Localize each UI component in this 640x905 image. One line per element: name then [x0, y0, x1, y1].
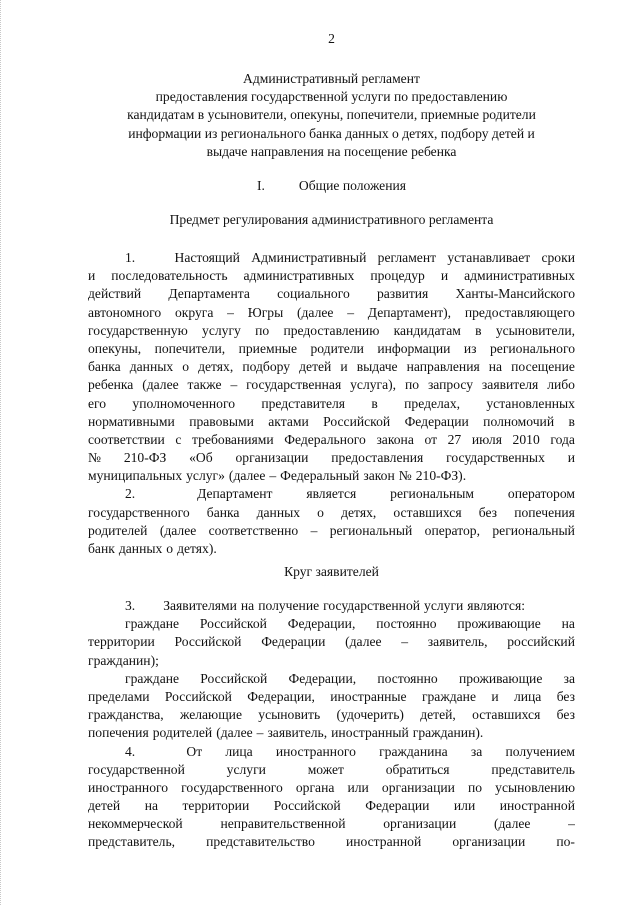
- word: постоянно: [377, 670, 438, 686]
- word: проживающие: [458, 670, 543, 686]
- word: или: [347, 779, 369, 795]
- word: ребенка: [88, 377, 134, 393]
- text-line: [88, 467, 575, 485]
- word: без: [478, 504, 498, 520]
- word: Департамента: [168, 286, 250, 302]
- word: запросу: [427, 377, 474, 393]
- text-line: [88, 743, 575, 761]
- body-text-block: [88, 597, 575, 852]
- word: предоставлению: [283, 322, 380, 338]
- word: социального: [277, 286, 350, 302]
- text-line: [88, 376, 575, 394]
- word: установленных: [486, 395, 575, 411]
- title-line: предоставления государственной услуги по предоставлению: [155, 89, 508, 105]
- word: родители: [310, 340, 364, 356]
- word: данных: [118, 541, 163, 556]
- word: (далее: [228, 468, 266, 484]
- word: (далее: [296, 304, 334, 320]
- word: предоставляющего: [464, 304, 575, 320]
- title-line: кандидатам в усыновители, опекуны, попечители, приемные родители: [127, 107, 536, 123]
- word: кандидатам: [393, 322, 461, 338]
- word: на: [488, 359, 503, 375]
- word: Российской: [323, 413, 391, 429]
- text-line: [88, 395, 575, 413]
- word: граждане: [125, 616, 180, 632]
- word: иностранной: [345, 834, 422, 850]
- word: оператор,: [424, 522, 480, 538]
- word: и: [88, 268, 96, 284]
- word: последовательность: [111, 268, 228, 284]
- word: организации: [381, 779, 455, 795]
- word: Федерации: [404, 413, 469, 429]
- word: из: [463, 340, 477, 356]
- word: Федерации,: [288, 670, 357, 686]
- word: либо: [547, 377, 575, 393]
- word: организации: [383, 816, 457, 832]
- section-number: I.: [256, 178, 265, 193]
- word: попечения: [88, 725, 149, 741]
- word: Департамент: [197, 486, 273, 502]
- word: территории: [182, 798, 250, 814]
- word: иностранные: [330, 688, 407, 704]
- text-line: [88, 706, 575, 724]
- word: –: [230, 377, 238, 393]
- word: правовыми: [189, 413, 254, 429]
- word: услуги: [226, 761, 266, 777]
- word: муниципальных: [88, 468, 183, 484]
- word: некоммерческой: [88, 816, 183, 832]
- word: получением: [505, 743, 575, 759]
- word: года: [550, 431, 575, 447]
- word: Федерации,: [287, 616, 356, 632]
- text-line: [88, 304, 575, 322]
- text-line: [88, 285, 575, 303]
- text-line: [88, 688, 575, 706]
- word: Югры: [247, 304, 284, 320]
- word: о: [317, 504, 324, 520]
- text-line: [88, 358, 575, 376]
- word: Российской: [199, 616, 267, 632]
- word: №: [88, 450, 101, 466]
- word: и: [440, 268, 449, 284]
- word: сроки: [541, 250, 575, 265]
- text-line: [88, 615, 575, 633]
- word: соответствии: [88, 431, 165, 447]
- word: –: [269, 468, 277, 484]
- word: государственная: [246, 377, 342, 393]
- word: подбору: [242, 359, 291, 375]
- word: 27: [447, 431, 462, 447]
- word: проживающие: [457, 616, 541, 632]
- word: по: [404, 377, 420, 393]
- text-line: [88, 340, 575, 358]
- word: услуг»: [186, 468, 225, 484]
- word: и: [567, 450, 575, 466]
- body-text-block: [88, 249, 575, 558]
- word: Федерального: [284, 431, 366, 447]
- word: заявителя: [481, 377, 539, 393]
- word: иностранного: [88, 779, 169, 795]
- word: усыновители,: [495, 322, 575, 338]
- document-title: [88, 70, 575, 161]
- title-line: Административный регламент: [243, 71, 420, 86]
- word: иностранного: [275, 743, 356, 759]
- text-line: [88, 670, 575, 688]
- word: «Об: [189, 450, 213, 466]
- word: по: [255, 322, 270, 338]
- word: организации: [235, 450, 309, 466]
- word: государственную: [88, 322, 188, 338]
- word: административных: [243, 268, 355, 284]
- word: банка: [88, 359, 121, 375]
- word: требованиями: [192, 431, 274, 447]
- word: по: [468, 779, 483, 795]
- word: детях,: [341, 504, 377, 520]
- title-line: информации из регионального банка данных о детях, подбору детей и: [128, 125, 535, 141]
- word: Федерации: [261, 634, 326, 650]
- word: 210-ФЗ: [123, 450, 167, 466]
- text-line: [88, 522, 575, 540]
- text-line: [88, 761, 575, 779]
- word: государственной: [323, 598, 421, 613]
- word: попечения: [514, 504, 575, 520]
- word: неправительственной: [220, 816, 346, 832]
- word: в: [371, 395, 378, 411]
- section-heading: [88, 177, 575, 195]
- text-line: [88, 797, 575, 815]
- word: регионального: [490, 340, 575, 356]
- word: устанавливает: [447, 250, 531, 265]
- text-line: [88, 413, 575, 431]
- word: о: [166, 541, 174, 556]
- word: 3.: [125, 598, 136, 613]
- word: получение: [258, 598, 320, 613]
- word: попечители,: [154, 340, 226, 356]
- word: является: [306, 486, 357, 502]
- text-line: [88, 597, 575, 615]
- text-line: [88, 815, 575, 833]
- word: округа: [174, 304, 214, 320]
- word: автономного: [88, 304, 162, 320]
- text-line: [88, 724, 575, 742]
- binding-margin: [0, 0, 7, 905]
- word: регламент: [377, 250, 437, 265]
- word: банка: [206, 504, 240, 520]
- word: лица: [513, 688, 542, 704]
- subsection-heading: Предмет регулирования административного регламента: [169, 212, 494, 227]
- word: иностранный: [331, 725, 409, 741]
- word: территории: [88, 634, 155, 650]
- text-line: [88, 652, 575, 670]
- word: закон: [363, 468, 395, 484]
- word: Настоящий: [174, 250, 240, 265]
- word: полномочий: [483, 413, 555, 429]
- word: в: [475, 322, 482, 338]
- word: представительство: [206, 834, 315, 850]
- word: может: [307, 761, 344, 777]
- word: услуга),: [350, 377, 397, 393]
- word: 2.: [125, 486, 136, 502]
- word: детей,: [420, 707, 456, 723]
- word: №: [398, 468, 412, 484]
- word: выдаче: [356, 359, 398, 375]
- word: детей: [299, 359, 332, 375]
- word: детях).: [177, 541, 217, 556]
- word: нормативными: [88, 413, 175, 429]
- word: детях,: [198, 359, 234, 375]
- word: лица: [225, 743, 253, 759]
- word: посещение: [511, 359, 575, 375]
- page-number: 2: [328, 31, 335, 46]
- word: актами: [268, 413, 309, 429]
- word: также: [187, 377, 222, 393]
- word: заявитель,: [427, 634, 488, 650]
- text-line: [88, 833, 575, 851]
- word: государственных: [446, 450, 545, 466]
- word: данных: [129, 359, 174, 375]
- word: с: [175, 431, 182, 447]
- word: оператором: [507, 486, 575, 502]
- word: уполномоченного: [132, 395, 235, 411]
- word: государственной: [88, 761, 185, 777]
- word: родителей: [88, 522, 148, 538]
- word: за: [563, 670, 575, 686]
- word: информации: [377, 340, 451, 356]
- word: действий: [88, 286, 142, 302]
- word: –: [401, 634, 409, 650]
- word: без: [556, 707, 575, 723]
- word: или: [453, 798, 476, 814]
- word: пределами: [88, 688, 150, 704]
- word: (далее: [493, 816, 531, 832]
- word: Департамент),: [367, 304, 452, 320]
- word: –: [347, 304, 354, 320]
- text-line: [88, 633, 575, 651]
- word: граждане: [421, 688, 476, 704]
- word: российский: [507, 634, 575, 650]
- word: (далее: [159, 522, 197, 538]
- word: и: [340, 359, 348, 375]
- section-title: Общие положения: [298, 178, 407, 193]
- word: 1.: [125, 250, 136, 265]
- word: в: [568, 413, 575, 429]
- word: граждане: [125, 670, 180, 686]
- subsection-heading: Круг заявителей: [284, 564, 379, 579]
- word: соответственно: [208, 522, 299, 538]
- word: по-: [556, 834, 575, 850]
- word: иностранной: [499, 798, 575, 814]
- word: гражданин).: [412, 725, 484, 741]
- word: обратиться: [385, 761, 450, 777]
- word: гражданства,: [88, 707, 164, 723]
- word: о: [182, 359, 190, 375]
- word: пределах,: [404, 395, 461, 411]
- word: представитель: [491, 761, 575, 777]
- word: на: [240, 598, 255, 613]
- word: его: [88, 395, 107, 411]
- word: приемные: [238, 340, 298, 356]
- word: закона: [376, 431, 414, 447]
- word: Российской: [200, 670, 268, 686]
- text-line: [88, 449, 575, 467]
- word: от: [424, 431, 438, 447]
- word: От: [186, 743, 203, 759]
- word: представитель,: [88, 834, 176, 850]
- word: 2010: [512, 431, 540, 447]
- word: –: [227, 304, 234, 320]
- word: государственного: [181, 779, 283, 795]
- word: июля: [471, 431, 502, 447]
- word: на: [144, 798, 158, 814]
- word: (далее: [216, 725, 253, 741]
- word: –: [310, 522, 318, 538]
- word: Федеральный: [280, 468, 360, 484]
- word: усыновлению: [495, 779, 575, 795]
- word: на: [561, 616, 575, 632]
- text-line: [88, 322, 575, 340]
- word: гражданина: [379, 743, 448, 759]
- word: региональным: [390, 486, 475, 502]
- word: постоянно: [376, 616, 437, 632]
- word: услуги: [424, 598, 464, 613]
- word: –: [256, 725, 264, 741]
- word: –: [568, 816, 575, 832]
- word: Ханты-Мансийского: [455, 286, 575, 302]
- word: заявитель,: [267, 725, 328, 741]
- word: банк: [88, 541, 115, 556]
- word: 210-ФЗ).: [415, 468, 467, 484]
- word: государственного: [88, 504, 190, 520]
- word: региональный: [492, 522, 575, 538]
- word: Федерации,: [247, 688, 315, 704]
- word: усыновить: [258, 707, 321, 723]
- text-line: [88, 485, 575, 503]
- word: являются:: [467, 598, 525, 613]
- text-line: [88, 267, 575, 285]
- word: административных: [464, 268, 575, 284]
- word: Административный: [251, 250, 367, 265]
- text-line: [88, 540, 575, 558]
- word: развития: [376, 286, 429, 302]
- word: Федерации: [365, 798, 430, 814]
- word: (далее: [142, 377, 179, 393]
- word: без: [556, 688, 575, 704]
- word: региональный: [329, 522, 413, 538]
- word: (удочерить): [336, 707, 404, 723]
- word: услугу: [202, 322, 241, 338]
- word: Российской: [174, 634, 242, 650]
- word: опекуны,: [88, 340, 142, 356]
- text-line: [88, 779, 575, 797]
- word: оставшихся: [393, 504, 462, 520]
- word: организации: [452, 834, 526, 850]
- text-line: [88, 504, 575, 522]
- word: органа: [295, 779, 335, 795]
- word: данных: [256, 504, 301, 520]
- word: процедур: [370, 268, 425, 284]
- word: и: [491, 688, 499, 704]
- word: (далее: [345, 634, 382, 650]
- word: оставшихся: [472, 707, 541, 723]
- text-line: [88, 431, 575, 449]
- word: Российской: [164, 688, 232, 704]
- word: желающие: [179, 707, 242, 723]
- word: предоставления: [331, 450, 424, 466]
- word: гражданин);: [88, 652, 159, 668]
- word: Заявителями: [163, 598, 237, 613]
- word: детей: [88, 798, 121, 814]
- title-line: выдаче направления на посещение ребенка: [206, 143, 457, 159]
- text-line: [88, 249, 575, 267]
- word: представителя: [261, 395, 346, 411]
- word: за: [470, 743, 483, 759]
- word: Российской: [273, 798, 341, 814]
- word: 4.: [125, 743, 136, 759]
- word: направления: [406, 359, 480, 375]
- word: родителей: [152, 725, 213, 741]
